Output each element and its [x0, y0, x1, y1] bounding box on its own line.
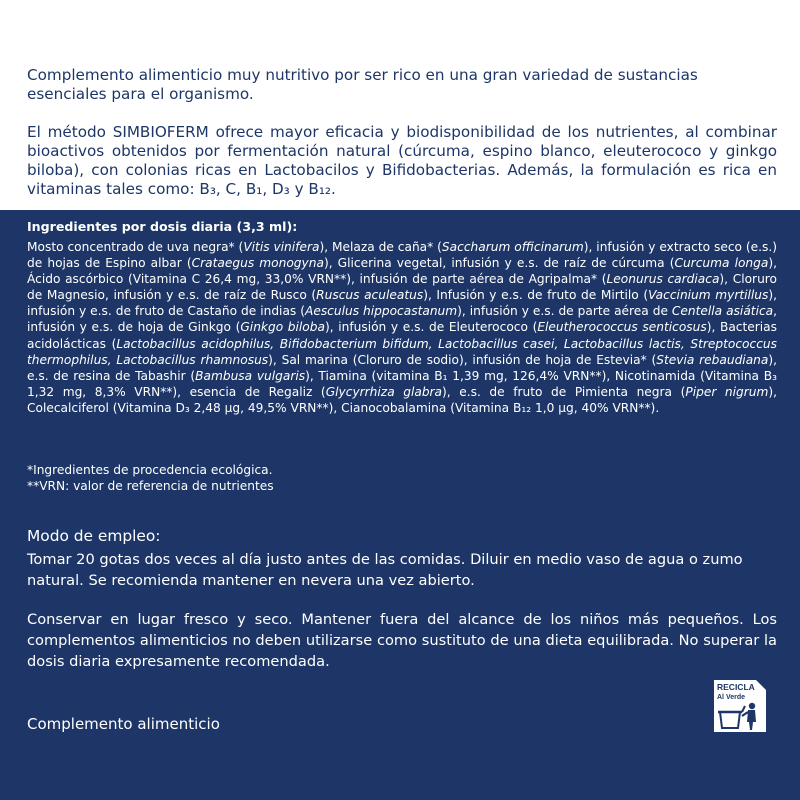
- ingredient-latin-name: Curcuma longa: [674, 256, 769, 271]
- ingredient-text: ), infusión y e.s. de Eleuterococo (: [324, 320, 538, 335]
- vrn-note: **VRN: valor de referencia de nutrientes: [27, 479, 274, 493]
- ingredient-text: ), Tiamina (vitamina B₁ 1,39 mg, 126,4% VRN**), Nicotinamida (Vitamina B₃ 1,32 mg, 8,3% VRN**), esencia de Regaliz (: [27, 368, 777, 399]
- ingredient-text: ), Bacterias acidolácticas (: [27, 320, 778, 351]
- ingredient-text: ), Melaza de caña* (: [319, 240, 442, 254]
- ingredient-latin-name: Vitis vinifera: [243, 240, 320, 254]
- usage-title: Modo de empleo:: [27, 527, 161, 545]
- ingredient-latin-name: Eleutherococcus senticosus: [537, 320, 707, 335]
- intro-paragraph-1: Complemento alimenticio muy nutritivo por ser rico en una gran variedad de sustancias esenciales para el organismo.: [27, 66, 698, 103]
- ingredient-text: ), infusión y extracto seco (e.s.) de hojas de Espino albar (: [27, 240, 778, 271]
- recicla-al-verde-icon: [712, 678, 768, 734]
- ingredient-latin-name: Stevia rebaudiana: [656, 352, 769, 367]
- organic-note: *Ingredientes de procedencia ecológica.: [27, 463, 273, 477]
- ingredient-latin-name: Crataegus monogyna: [191, 256, 324, 271]
- ingredient-text: Mosto concentrado de uva negra* (: [27, 240, 244, 254]
- recicla-logo-line1: RECICLA: [717, 682, 755, 692]
- intro-paragraph-2: El método SIMBIOFERM ofrece mayor eficacia y biodisponibilidad de los nutrientes, al combinar bioactivos obtenidos por fermentación natural (cúrcuma, espino blanco, eleuterococo y ginkgo biloba), con colonias ricas en Lactobacilos y Bifidobacterias. Además, la formulación es rica en vitaminas tales como: B₃, C, B₁, D₃ y B₁₂.: [27, 123, 777, 198]
- ingredient-text: ), infusión y e.s. de fruto de Castaño de indias (: [27, 288, 777, 319]
- ingredient-text: ), infusión y e.s. de parte aérea de: [457, 304, 672, 319]
- ingredient-text: , infusión y e.s. de hoja de Ginkgo (: [27, 304, 777, 335]
- ingredient-latin-name: Saccharum officinarum: [441, 240, 584, 254]
- recicla-logo-line2: Al Verde: [717, 694, 746, 701]
- ingredient-text: ), e.s. de fruto de Pimienta negra (: [442, 384, 686, 399]
- ingredient-latin-name: Leonurus cardiaca: [606, 272, 720, 287]
- ingredient-latin-name: Glycyrrhiza glabra: [325, 384, 443, 399]
- ingredient-text: ), Ácido ascórbico (Vitamina C 26,4 mg, 33,0% VRN**), infusión de parte aérea de Agripalma* (: [27, 256, 777, 287]
- ingredient-text: ), Cloruro de Magnesio, infusión y e.s. de raíz de Rusco (: [27, 272, 777, 303]
- ingredient-text: ), e.s. de resina de Tabashir (: [27, 352, 777, 383]
- usage-text: Tomar 20 gotas dos veces al día justo antes de las comidas. Diluir en medio vaso de agua o zumo natural. Se recomienda mantener en nevera una vez abierto.: [27, 551, 743, 589]
- ingredient-text: ), Infusión y e.s. de fruto de Mirtilo (: [423, 288, 649, 303]
- ingredient-latin-name: Piper nigrum: [685, 384, 769, 399]
- ingredient-latin-name: Lactobacillus acidophilus, Bifidobacterium bifidum, Lactobacillus casei, Lactobacillus lactis, Streptococcus thermophilus, Lactobacillus rhamnosus: [27, 336, 777, 367]
- ingredients-title: Ingredientes por dosis diaria (3,3 ml):: [27, 219, 298, 234]
- ingredient-text: ), Colecalciferol (Vitamina D₃ 2,48 µg, 49,5% VRN**), Cianocobalamina (Vitamina B₁₂ 1,0 µg, 40% VRN**).: [27, 384, 777, 415]
- product-category-label: Complemento alimenticio: [27, 715, 220, 733]
- ingredient-latin-name: Ruscus aculeatus: [316, 288, 424, 303]
- ingredient-text: ), Sal marina (Cloruro de sodio), infusión de hoja de Estevia* (: [268, 352, 657, 367]
- ingredient-latin-name: Vaccinium myrtillus: [648, 288, 769, 303]
- ingredient-text: ), Glicerina vegetal, infusión y e.s. de raíz de cúrcuma (: [323, 256, 675, 271]
- storage-warning-text: Conservar en lugar fresco y seco. Mantener fuera del alcance de los niños más pequeños. Los complementos alimenticios no deben utilizarse como sustituto de una dieta equilibrada. No superar la dosis diaria expresamente recomendada.: [27, 611, 777, 670]
- ingredient-latin-name: Aesculus hippocastanum: [304, 304, 458, 319]
- intro-section: [0, 0, 800, 210]
- ingredient-latin-name: Bambusa vulgaris: [195, 368, 306, 383]
- ingredients-notes: [27, 462, 274, 494]
- ingredients-list: [27, 239, 777, 416]
- ingredient-latin-name: Centella asiática: [671, 304, 774, 319]
- ingredient-latin-name: Ginkgo biloba: [240, 320, 325, 335]
